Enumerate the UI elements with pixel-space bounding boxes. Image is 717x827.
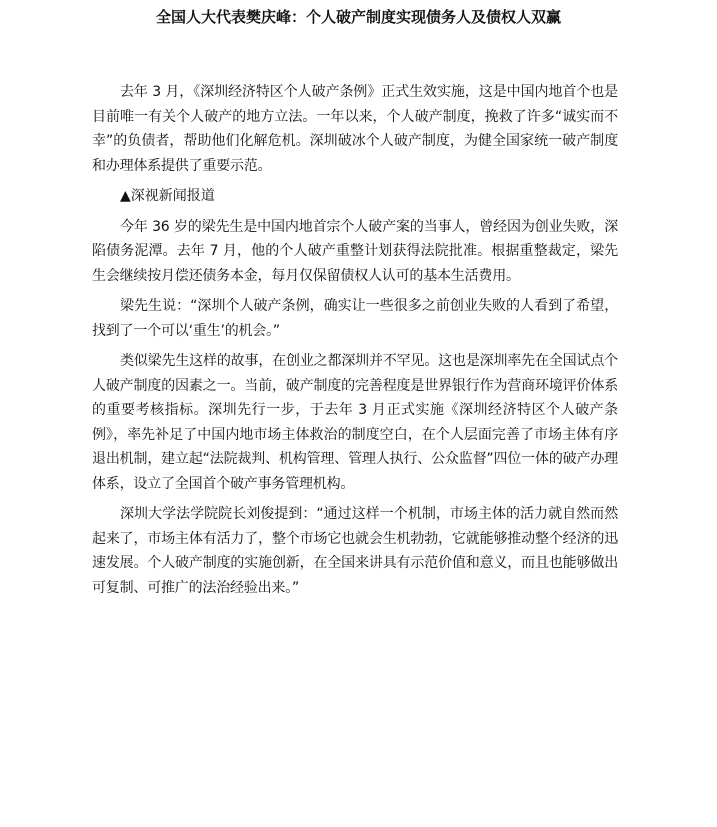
article-title: 全国人大代表樊庆峰：个人破产制度实现债务人及债权人双赢: [155, 8, 561, 26]
paragraph-intro: 去年 3 月，《深圳经济特区个人破产条例》正式生效实施，这是中国内地首个也是目前唯一有关个人破产的地方立法。一年以来，个人破产制度，挽救了许多“诚实而不幸”的负债者，帮助他们化解危机。深圳破冰个人破产制度，为健全国家统一破产制度和办理体系提供了重要示范。: [92, 84, 618, 174]
paragraph-liang-quote: 梁先生说：“深圳个人破产条例，确实让一些很多之前创业失败的人看到了希望，找到了一个可以‘重生’的机会。”: [92, 298, 618, 339]
image-caption: ▲深视新闻报道: [120, 188, 215, 204]
paragraph-liu-quote: 深圳大学法学院院长刘俊提到：“通过这样一个机制，市场主体的活力就自然而然起来了，市场主体有活力了，整个市场它也就会生机勃勃，它就能够推动整个经济的迅速发展。个人破产制度的实施创新，在全国来讲具有示范价值和意义，而且也能够做出可复制、可推广的法治经验出来。”: [92, 506, 618, 596]
paragraph-liang-story: 今年 36 岁的梁先生是中国内地首宗个人破产案的当事人，曾经因为创业失败，深陷债务泥潭。去年 7 月，他的个人破产重整计划获得法院批准。根据重整裁定，梁先生会继续按月偿还债务本金，每月仅保留债权人认可的基本生活费用。: [92, 218, 618, 284]
article-body: [92, 80, 618, 606]
paragraph-shenzhen-pilot: 类似梁先生这样的故事，在创业之都深圳并不罕见。这也是深圳率先在全国试点个人破产制度的因素之一。当前，破产制度的完善程度是世界银行作为营商环境评价体系的重要考核指标。深圳先行一步，于去年 3 月正式实施《深圳经济特区个人破产条例》，率先补足了中国内地市场主体救治的制度空白，在个人层面完善了市场主体有序退出机制，建立起“法院裁判、机构管理、管理人执行、公众监督”四位一体的破产办理体系，设立了全国首个破产事务管理机构。: [92, 353, 618, 492]
